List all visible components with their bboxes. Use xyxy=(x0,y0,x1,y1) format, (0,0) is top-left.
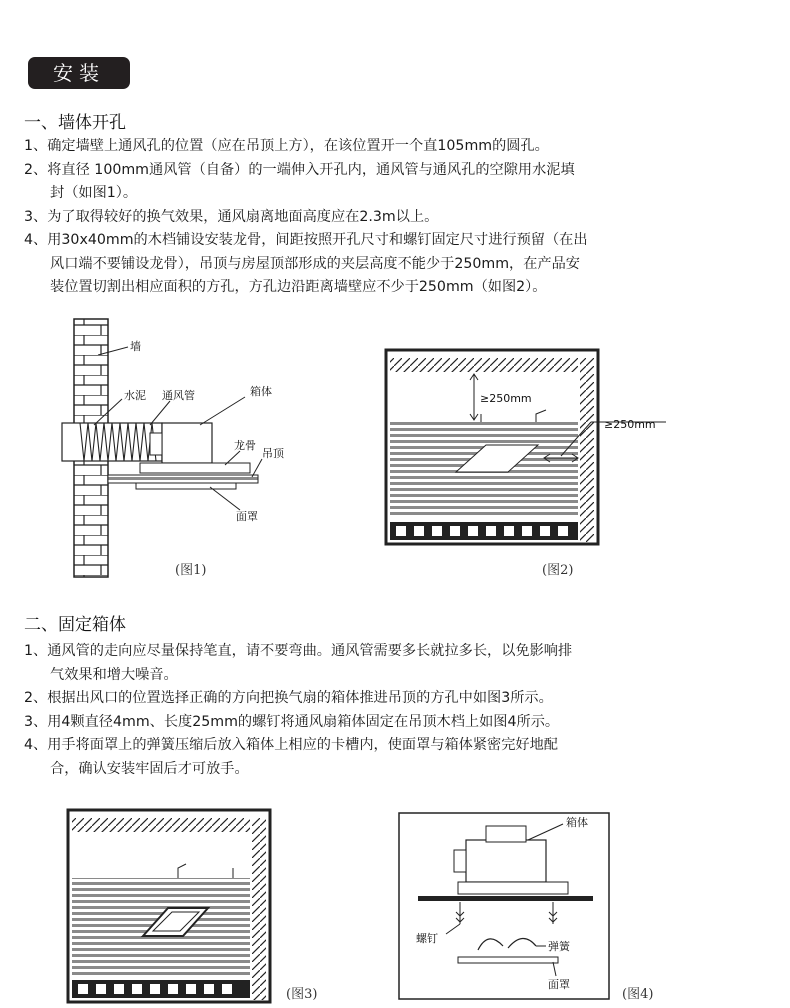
section1-body xyxy=(24,135,764,300)
cover-shape xyxy=(136,483,236,489)
fig1-label-keel: 龙骨 xyxy=(234,439,256,452)
s1-item-1: 1、确定墙壁上通风孔的位置（应在吊顶上方），在该位置开一个直105mm的圆孔。 xyxy=(24,138,549,154)
s2-item-4: 4、用手将面罩上的弹簧压缩后放入箱体上相应的卡槽内，使面罩与箱体紧密完好地配 xyxy=(24,737,558,753)
fig4-label-box: 箱体 xyxy=(566,816,588,829)
fig2-caption: (图2) xyxy=(542,563,574,578)
figure-4 xyxy=(398,812,613,1002)
fig1-label-wall: 墙 xyxy=(130,340,141,353)
fan-box-shape xyxy=(162,423,212,463)
fig1-caption: (图1) xyxy=(175,563,207,578)
s1-item-4-cont1: 风口端不要铺设龙骨），吊顶与房屋顶部形成的夹层高度不能少于250mm，在产品安 xyxy=(50,255,580,272)
s2-item-4-cont: 合，确认安装牢固后才可放手。 xyxy=(50,760,249,777)
fig4-label-screw: 螺钉 xyxy=(416,932,438,945)
section-title-badge: 安装 xyxy=(28,57,130,89)
s1-item-3: 3、为了取得较好的换气效果，通风扇离地面高度应在2.3m以上。 xyxy=(24,208,439,225)
s2-item-3: 3、用4颗直径4mm、长度25mm的螺钉将通风扇箱体固定在吊顶木档上如图4所示。 xyxy=(24,713,560,730)
fig4-label-cover: 面罩 xyxy=(548,978,570,991)
s2-item-1: 1、通风管的走向应尽量保持笔直，请不要弯曲。通风管需要多长就拉多长，以免影响排 xyxy=(24,643,573,659)
fig1-label-cover: 面罩 xyxy=(236,510,258,523)
section2-body xyxy=(24,640,764,781)
fig4-cover xyxy=(458,957,558,963)
s1-item-4-cont2: 装位置切割出相应面积的方孔，方孔边沿距离墙壁应不少于250mm（如图2）。 xyxy=(50,279,547,295)
ceiling-board xyxy=(108,475,258,483)
s2-item-2: 2、根据出风口的位置选择正确的方向把换气扇的箱体推进吊顶的方孔中如图3所示。 xyxy=(24,690,553,706)
s2-item-1-cont: 气效果和增大噪音。 xyxy=(50,666,178,683)
fig4-label-spring: 弹簧 xyxy=(548,940,570,953)
figure-2 xyxy=(386,350,676,545)
s1-item-2: 2、将直径 100mm通风管（自备）的一端伸入开孔内，通风管与通风孔的空隙用水泥填 xyxy=(24,161,575,178)
fig3-caption: (图3) xyxy=(286,987,318,1002)
fig2-dim-height: ≥250mm xyxy=(480,392,532,405)
fig1-label-box: 箱体 xyxy=(250,385,272,398)
fig1-label-cement: 水泥 xyxy=(124,389,146,402)
section1-heading: 一、墙体开孔 xyxy=(24,113,126,133)
figure-3 xyxy=(68,810,280,1005)
s1-item-2-cont: 封（如图1）。 xyxy=(50,185,138,201)
section2-heading: 二、固定箱体 xyxy=(24,615,126,635)
figure-1 xyxy=(40,315,300,580)
s1-item-4: 4、用30x40mm的木档铺设安装龙骨，间距按照开孔尺寸和螺钉固定尺寸进行预留（在出 xyxy=(24,232,588,248)
fig4-caption: (图4) xyxy=(622,987,654,1002)
fig2-dim-wall: ≥250mm xyxy=(604,418,656,431)
fig1-label-duct: 通风管 xyxy=(162,389,195,402)
fig1-label-ceiling: 吊顶 xyxy=(262,447,284,460)
